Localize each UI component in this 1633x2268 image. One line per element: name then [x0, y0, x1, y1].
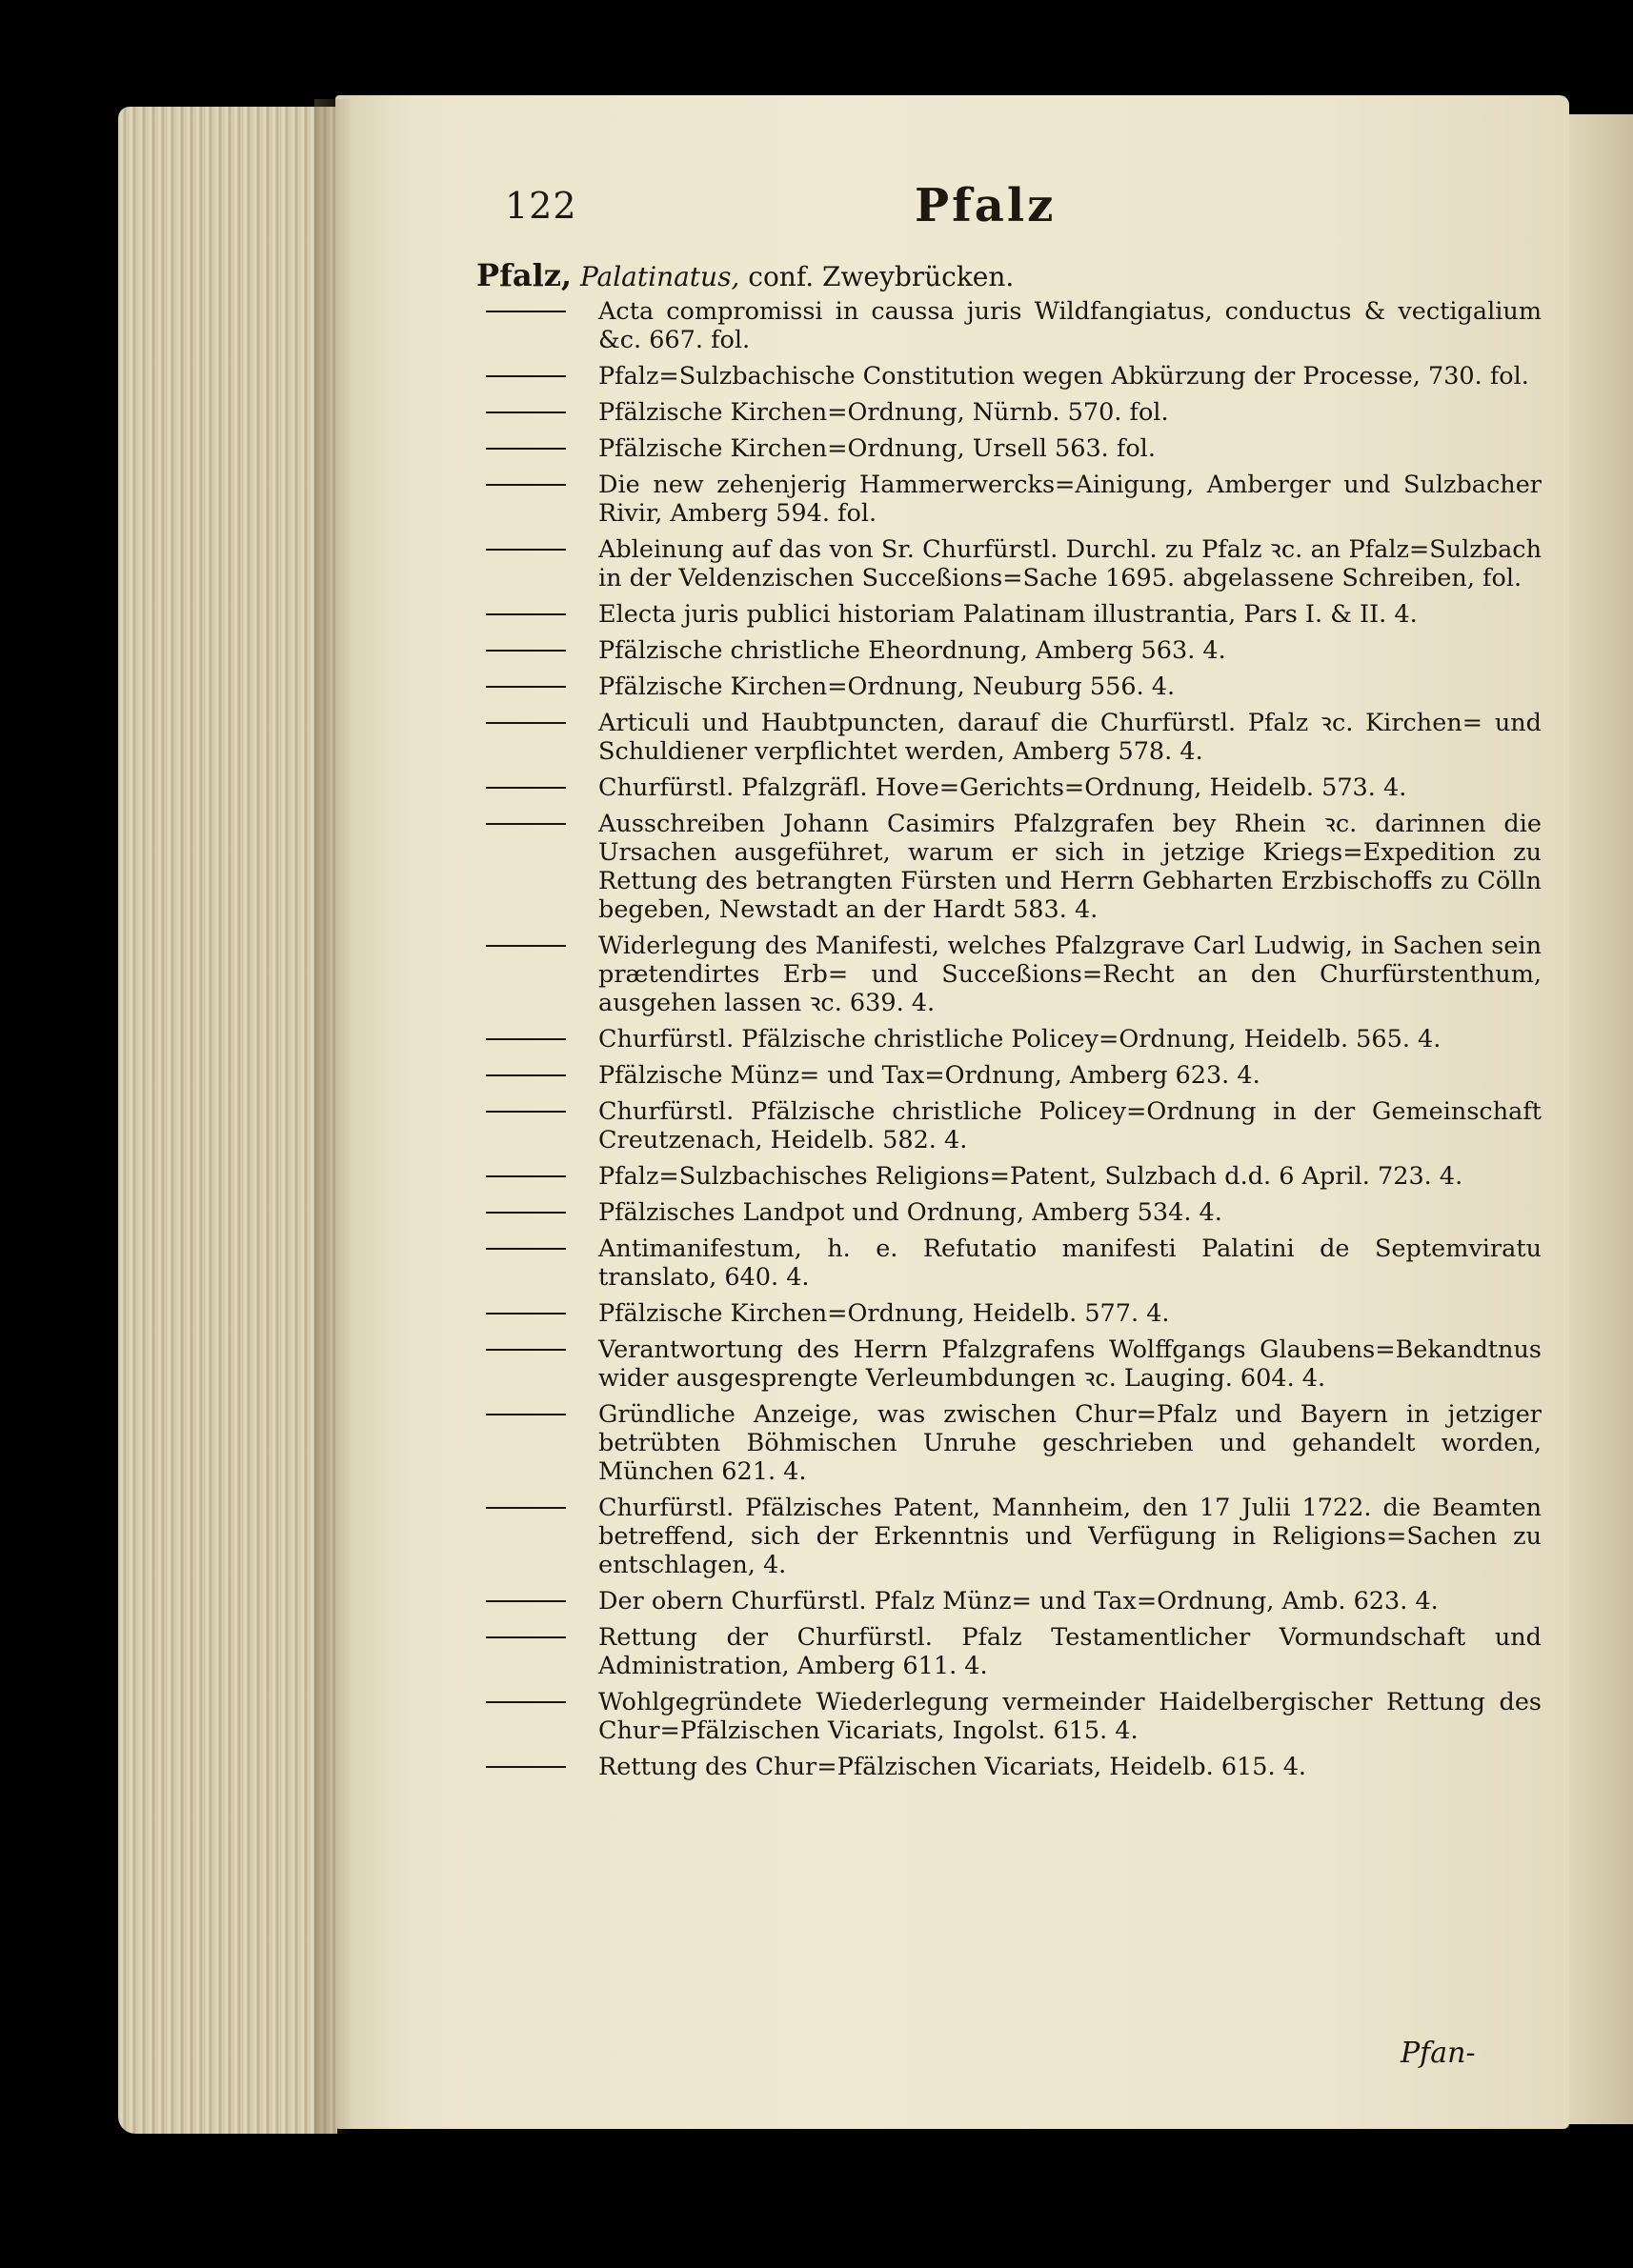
entry-text: Churfürstl. Pfälzisches Patent, Mannheim, den 17 Julii 1722. die Beamten betreffend, sich der Erkenntnis und Verfügung in Religions=Sachen zu entschlagen, 4.: [598, 1494, 1542, 1579]
gutter-shadow: [314, 99, 353, 2134]
entry-text: Pfälzisches Landpot und Ordnung, Amberg 534. 4.: [598, 1198, 1222, 1227]
list-item: [476, 709, 1542, 766]
entry-text: Ableinung auf das von Sr. Churfürstl. Durchl. zu Pfalz ꝛc. an Pfalz=Sulzbach in der Veldenzischen Succeßions=Sache 1695. abgelassene Schreiben, fol.: [598, 535, 1542, 592]
entry-text: Pfälzische Kirchen=Ordnung, Heidelb. 577. 4.: [598, 1299, 1170, 1328]
list-item: [476, 434, 1542, 463]
cross-reference: conf. Zweybrücken.: [748, 261, 1015, 292]
entry-text: Articuli und Haubtpuncten, darauf die Churfürstl. Pfalz ꝛc. Kirchen= und Schuldiener verpflichtet werden, Amberg 578. 4.: [598, 709, 1542, 766]
entry-dash: [486, 411, 566, 413]
list-item: [476, 1400, 1542, 1486]
facing-page-edge: [1562, 114, 1633, 2124]
entry-text: Churfürstl. Pfälzische christliche Policey=Ordnung in der Gemeinschaft Creutzenach, Heidelb. 582. 4.: [598, 1097, 1542, 1154]
entry-dash: [486, 1766, 566, 1768]
running-title: Pfalz: [915, 179, 1057, 232]
entry-text: Pfälzische Kirchen=Ordnung, Nürnb. 570. fol.: [598, 398, 1169, 427]
entry-dash: [486, 686, 566, 688]
page-content: [476, 259, 1542, 1789]
entry-text: Electa juris publici historiam Palatinam illustrantia, Pars I. & II. 4.: [598, 600, 1418, 629]
list-item: [476, 398, 1542, 427]
page-number: 122: [505, 185, 577, 227]
entry-dash: [486, 1175, 566, 1177]
entry-dash: [486, 484, 566, 486]
list-item: [476, 535, 1542, 592]
book-page-edges: [118, 107, 337, 2134]
list-item: [476, 1162, 1542, 1191]
entry-dash: [486, 311, 566, 312]
list-item: [476, 1587, 1542, 1616]
entry-text: Rettung des Chur=Pfälzischen Vicariats, Heidelb. 615. 4.: [598, 1753, 1307, 1781]
entry-dash: [486, 1414, 566, 1415]
list-item: [476, 932, 1542, 1017]
entry-dash: [486, 1111, 566, 1113]
entry-dash: [486, 945, 566, 947]
entry-text: Pfalz=Sulzbachische Constitution wegen Abkürzung der Processe, 730. fol.: [598, 362, 1529, 391]
entry-text: Pfalz=Sulzbachisches Religions=Patent, Sulzbach d.d. 6 April. 723. 4.: [598, 1162, 1463, 1191]
list-item: [476, 810, 1542, 924]
entry-list: [476, 297, 1542, 1781]
running-head: [505, 179, 1477, 265]
entry-text: Antimanifestum, h. e. Refutatio manifesti Palatini de Septemviratu translato, 640. 4.: [598, 1234, 1542, 1292]
entry-dash: [486, 448, 566, 450]
entry-dash: [486, 1507, 566, 1509]
entry-text: Die new zehenjerig Hammerwercks=Ainigung, Amberger und Sulzbacher Rivir, Amberg 594. fol.: [598, 471, 1542, 528]
entry-text: Ausschreiben Johann Casimirs Pfalzgrafen bey Rhein ꝛc. darinnen die Ursachen ausgeführet, warum er sich in jetzige Kriegs=Expedition zu Rettung des betrangten Fürsten und Herrn Gebharten Erzbischoffs zu Cölln begeben, Newstadt an der Hardt 583. 4.: [598, 810, 1542, 924]
entry-dash: [486, 722, 566, 724]
list-item: [476, 1234, 1542, 1292]
entry-text: Gründliche Anzeige, was zwischen Chur=Pfalz und Bayern in jetziger betrübten Böhmischen Unruhe geschrieben und gehandelt worden, München 621. 4.: [598, 1400, 1542, 1486]
entry-text: Churfürstl. Pfälzische christliche Policey=Ordnung, Heidelb. 565. 4.: [598, 1025, 1441, 1054]
list-item: [476, 1494, 1542, 1579]
entry-dash: [486, 1248, 566, 1250]
list-item: [476, 773, 1542, 802]
entry-dash: [486, 549, 566, 551]
entry-text: Pfälzische Kirchen=Ordnung, Neuburg 556. 4.: [598, 672, 1176, 701]
list-item: [476, 297, 1542, 354]
entry-dash: [486, 823, 566, 825]
entry-dash: [486, 1212, 566, 1214]
entry-text: Acta compromissi in caussa juris Wildfangiatus, conductus & vectigalium &c. 667. fol.: [598, 297, 1542, 354]
list-item: [476, 1688, 1542, 1745]
entry-dash: [486, 1038, 566, 1040]
entry-text: Pfälzische Kirchen=Ordnung, Ursell 563. fol.: [598, 434, 1156, 463]
list-item: [476, 1061, 1542, 1090]
list-item: [476, 600, 1542, 629]
entry-dash: [486, 613, 566, 615]
list-item: [476, 636, 1542, 665]
entry-text: Pfälzische christliche Eheordnung, Amberg 563. 4.: [598, 636, 1226, 665]
list-item: [476, 1623, 1542, 1680]
headword: Pfalz,: [476, 257, 573, 293]
list-item: [476, 672, 1542, 701]
entry-dash: [486, 1313, 566, 1315]
entry-text: Pfälzische Münz= und Tax=Ordnung, Amberg 623. 4.: [598, 1061, 1260, 1090]
entry-dash: [486, 1349, 566, 1351]
entry-text: Der obern Churfürstl. Pfalz Münz= und Tax=Ordnung, Amb. 623. 4.: [598, 1587, 1439, 1616]
entry-dash: [486, 650, 566, 652]
catchword: Pfan-: [1401, 2037, 1476, 2070]
list-item: [476, 1335, 1542, 1393]
entry-text: Rettung der Churfürstl. Pfalz Testamentlicher Vormundschaft und Administration, Amberg 611. 4.: [598, 1623, 1542, 1680]
list-item: [476, 362, 1542, 391]
list-item: [476, 471, 1542, 528]
entry-text: Verantwortung des Herrn Pfalzgrafens Wolffgangs Glaubens=Bekandtnus wider ausgesprengte Verleumbdungen ꝛc. Lauging. 604. 4.: [598, 1335, 1542, 1393]
list-item: [476, 1097, 1542, 1154]
entry-dash: [486, 1636, 566, 1638]
entry-dash: [486, 787, 566, 789]
list-item: [476, 1198, 1542, 1227]
latin-headword: Palatinatus,: [579, 261, 740, 292]
lead-entry: [476, 259, 1542, 293]
list-item: [476, 1299, 1542, 1328]
entry-dash: [486, 375, 566, 377]
entry-dash: [486, 1074, 566, 1076]
entry-text: Wohlgegründete Wiederlegung vermeinder Haidelbergischer Rettung des Chur=Pfälzischen Vicariats, Ingolst. 615. 4.: [598, 1688, 1542, 1745]
list-item: [476, 1753, 1542, 1781]
entry-dash: [486, 1701, 566, 1703]
list-item: [476, 1025, 1542, 1054]
entry-text: Churfürstl. Pfalzgräfl. Hove=Gerichts=Ordnung, Heidelb. 573. 4.: [598, 773, 1407, 802]
entry-text: Widerlegung des Manifesti, welches Pfalzgrave Carl Ludwig, in Sachen sein prætendirtes Erb= und Succeßions=Recht an den Churfürstenthum, ausgehen lassen ꝛc. 639. 4.: [598, 932, 1542, 1017]
entry-dash: [486, 1600, 566, 1602]
